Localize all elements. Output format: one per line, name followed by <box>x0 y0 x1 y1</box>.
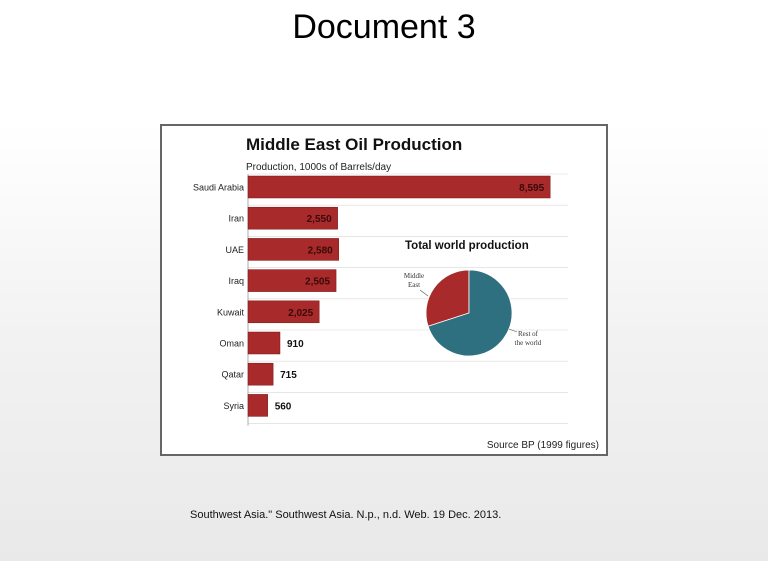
value-label: 2,580 <box>307 245 333 257</box>
category-label: Iraq <box>228 276 244 287</box>
pie-leader-line <box>509 329 517 332</box>
category-label: Qatar <box>221 369 244 380</box>
category-label: Oman <box>219 338 244 349</box>
slide-title: Document 3 <box>292 8 476 46</box>
bar <box>248 363 273 385</box>
category-label: UAE <box>225 244 244 255</box>
category-label: Syria <box>223 400 244 411</box>
pie-layer <box>404 270 542 356</box>
category-label: Iran <box>228 213 244 224</box>
value-label: 8,595 <box>519 183 545 194</box>
bar <box>248 176 550 198</box>
citation: Southwest Asia." Southwest Asia. N.p., n.d. Web. 19 Dec. 2013. <box>190 509 502 521</box>
bars-layer <box>193 174 568 426</box>
value-label: 2,025 <box>288 307 314 319</box>
value-label: 560 <box>274 401 292 413</box>
chart-title: Middle East Oil Production <box>246 135 463 154</box>
value-label: 910 <box>286 339 304 350</box>
category-label: Kuwait <box>216 307 244 318</box>
chart-subtitle: Production, 1000s of Barrels/day <box>246 162 392 173</box>
value-label: 2,550 <box>306 214 332 226</box>
oil-production-chart <box>162 126 606 454</box>
category-label: Saudi Arabia <box>192 182 244 193</box>
source-note: Source BP (1999 figures) <box>486 440 599 451</box>
oil-production-figure <box>160 124 608 456</box>
pie-slice-label: Middle East <box>403 272 425 289</box>
value-label: 715 <box>280 370 297 382</box>
pie-slice-label: Rest of the world <box>514 330 542 347</box>
value-label: 2,505 <box>305 276 331 288</box>
bar <box>248 332 280 354</box>
pie-leader-line <box>420 290 428 296</box>
bar <box>248 394 268 416</box>
pie-title: Total world production <box>405 240 529 252</box>
